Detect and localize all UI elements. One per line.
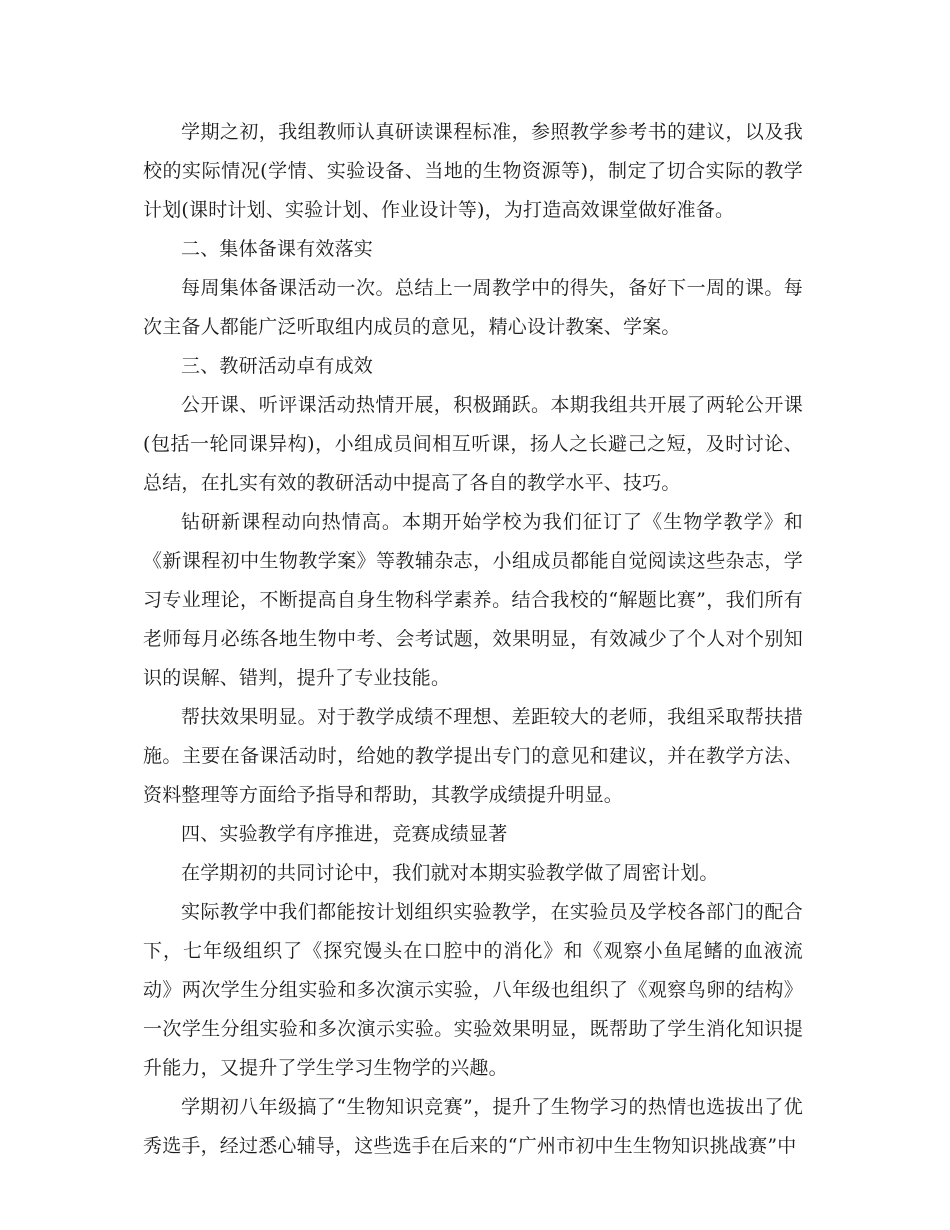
- paragraph-mentoring: 帮扶效果明显。对于教学成绩不理想、差距较大的老师，我组采取帮扶措施。主要在备课活动时，给她的教学提出专门的意见和建议，并在教学方法、资料整理等方面给予指导和帮助，其教学成绩提升明显。: [143, 706, 803, 806]
- section-heading-2: 二、集体备课有效落实: [181, 238, 374, 260]
- paragraph-new-curriculum: 钻研新课程动向热情高。本期开始学校为我们征订了《生物学教学》和《新课程初中生物教学案》等教辅杂志，小组成员都能自觉阅读这些杂志，学习专业理论，不断提高自身生物科学素养。结合我校的“解题比赛”，我们所有老师每月必练各地生物中考、会考试题，效果明显，有效减少了个人对个别知识的误解、错判，提升了专业技能。: [143, 511, 803, 689]
- paragraph-competition: 学期初八年级搞了“生物知识竞赛”，提升了生物学习的热情也选拔出了优秀选手，经过悉心辅导，这些选手在后来的“广州市初中生生物知识挑战赛”中: [143, 1096, 803, 1157]
- section-heading-4: 四、实验教学有序推进，竞赛成绩显著: [181, 823, 508, 845]
- paragraph-intro: 学期之初，我组教师认真研读课程标准，参照教学参考书的建议，以及我校的实际情况(学情、实验设备、当地的生物资源等)，制定了切合实际的教学计划(课时计划、实验计划、作业设计等)，为打造高效课堂做好准备。: [143, 121, 803, 221]
- paragraph-experiment-teaching: 实际教学中我们都能按计划组织实验教学，在实验员及学校各部门的配合下，七年级组织了《探究馒头在口腔中的消化》和《观察小鱼尾鳍的血液流动》两次学生分组实验和多次演示实验，八年级也组织了《观察鸟卵的结构》一次学生分组实验和多次演示实验。实验效果明显，既帮助了学生消化知识提升能力，又提升了学生学习生物学的兴趣。: [143, 901, 803, 1079]
- paragraph-experiment-plan: 在学期初的共同讨论中，我们就对本期实验教学做了周密计划。: [181, 862, 719, 884]
- section-heading-3: 三、教研活动卓有成效: [181, 355, 374, 377]
- paragraph-open-classes: 公开课、听评课活动热情开展，积极踊跃。本期我组共开展了两轮公开课(包括一轮同课异构)，小组成员间相互听课，扬人之长避己之短，及时讨论、总结，在扎实有效的教研活动中提高了各自的教学水平、技巧。: [143, 394, 803, 494]
- document-body: [143, 113, 803, 1166]
- paragraph-collective-prep: 每周集体备课活动一次。总结上一周教学中的得失，备好下一周的课。每次主备人都能广泛听取组内成员的意见，精心设计教案、学案。: [143, 277, 803, 338]
